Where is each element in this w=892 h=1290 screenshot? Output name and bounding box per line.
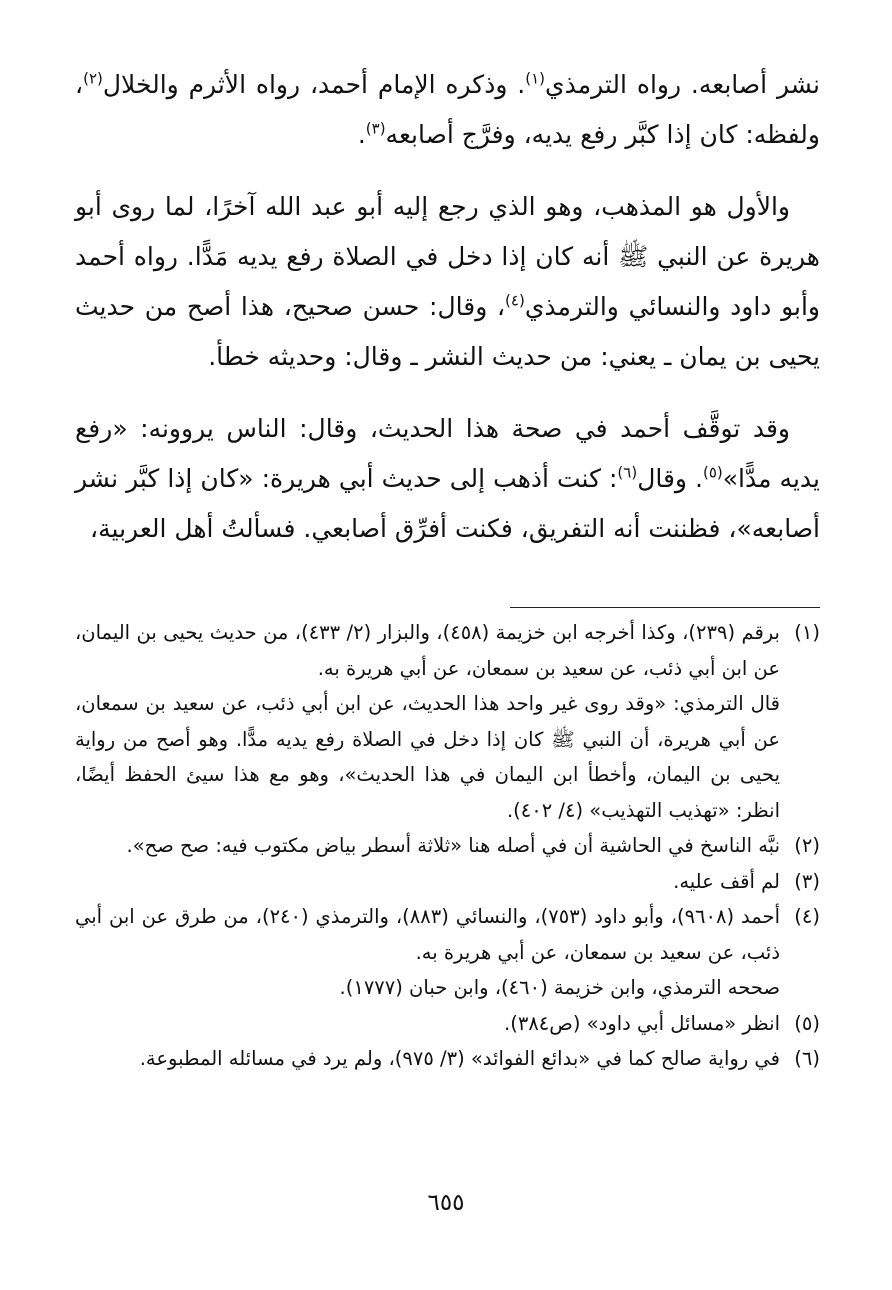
footnote-number: (٢): [794, 834, 820, 857]
footnote-text: في رواية صالح كما في «بدائع الفوائد» (٣/ ٩٧٥)، ولم يرد في مسائله المطبوعة.: [139, 1047, 780, 1070]
footnote-ref-4[interactable]: (٤): [505, 291, 525, 310]
text-run: وقد توقَّف أحمد في صحة هذا الحديث، وقال: الناس يروونه: «رفع يديه مدًّا»: [75, 414, 820, 493]
footnote-text: أحمد (٩٦٠٨)، وأبو داود (٧٥٣)، والنسائي (٨٨٣)، والترمذي (٢٤٠)، من طرق عن ابن أبي ذئب، عن سعيد بن سمعان، عن أبي هريرة به.: [75, 905, 780, 964]
text-run: والأول هو المذهب، وهو الذي رجع إليه أبو عبد الله آخرًا، لما روى أبو هريرة عن النبي ﷺ أنه كان إذا دخل في الصلاة رفع يديه مَدًّا. رواه أحمد وأبو داود والنسائي والترمذي: [75, 192, 820, 321]
footnote-text: صححه الترمذي، وابن خزيمة (٤٦٠)، وابن حبان (١٧٧٧).: [339, 976, 780, 999]
text-run: : كنت أذهب إلى حديث أبي هريرة: «كان إذا كبَّر نشر أصابعه»، فظننت أنه التفريق، فكنت أفرِّق أصابعي. فسألتُ أهل العربية،: [75, 464, 820, 543]
footnote-number: (٣): [794, 869, 820, 893]
text-run: . وقال: [637, 464, 703, 493]
paragraph-1: [75, 60, 820, 160]
text-run: ، ولفظه: كان إذا كبَّر رفع يديه، وفرَّج أصابعه: [75, 70, 820, 149]
text-run: . وذكره الإمام أحمد، رواه الأثرم والخلال: [102, 70, 526, 99]
footnote-4: [75, 899, 820, 1006]
footnote-number: (٥): [794, 1011, 820, 1035]
paragraph-2: [75, 182, 820, 382]
footnote-number: (٤): [794, 905, 820, 928]
paragraph-3: [75, 404, 820, 554]
main-text: [75, 60, 820, 576]
footnote-text: قال الترمذي: «وقد روى غير واحد هذا الحديث، عن ابن أبي ذئب، عن سعيد بن سمعان، عن أبي هريرة، أن النبي ﷺ كان إذا دخل في الصلاة رفع يديه مدًّا. وهو أصح من رواية يحيى بن اليمان، وأخطأ ابن اليمان في هذا الحديث»، وهو مع هذا سيئ الحفظ أيضًا، انظر: «تهذيب التهذيب» (٤/ ٤٠٢).: [75, 692, 780, 822]
footnote-5: [75, 1006, 820, 1042]
footnote-number: (١): [794, 621, 820, 644]
footnote-text: برقم (٢٣٩)، وكذا أخرجه ابن خزيمة (٤٥٨)، والبزار (٢/ ٤٣٣)، من حديث يحيى بن اليمان، عن ابن أبي ذئب، عن سعيد بن سمعان، عن أبي هريرة به.: [75, 621, 780, 680]
footnote-number: (٦): [794, 1047, 820, 1070]
footnote-ref-5[interactable]: (٥): [702, 463, 723, 482]
footnote-6: [75, 1041, 820, 1077]
footnote-ref-3[interactable]: (٣): [365, 119, 386, 138]
footnote-1: [75, 615, 820, 828]
text-run: ، وقال: حسن صحيح، هذا أصح من حديث يحيى بن يمان ـ يعني: من حديث النشر ـ وقال: وحديثه خطأ.: [75, 292, 820, 371]
footnote-text: لم أقف عليه.: [673, 869, 780, 893]
footnote-text: نبَّه الناسخ في الحاشية أن في أصله هنا «ثلاثة أسطر بياض مكتوب فيه: صح صح».: [126, 834, 780, 857]
footnote-ref-1[interactable]: (١): [525, 69, 546, 88]
footnote-ref-6[interactable]: (٦): [617, 463, 638, 482]
footnotes: [75, 615, 820, 1077]
footnote-text: انظر «مسائل أبي داود» (ص٣٨٤).: [504, 1011, 780, 1035]
footnote-ref-2[interactable]: (٢): [83, 69, 103, 88]
footnote-divider: [510, 607, 820, 608]
text-run: .: [357, 120, 366, 149]
footnote-3: [75, 864, 820, 900]
page-number: ٦٥٥: [427, 1190, 465, 1216]
text-run: نشر أصابعه. رواه الترمذي: [545, 70, 821, 99]
footnote-2: [75, 828, 820, 864]
